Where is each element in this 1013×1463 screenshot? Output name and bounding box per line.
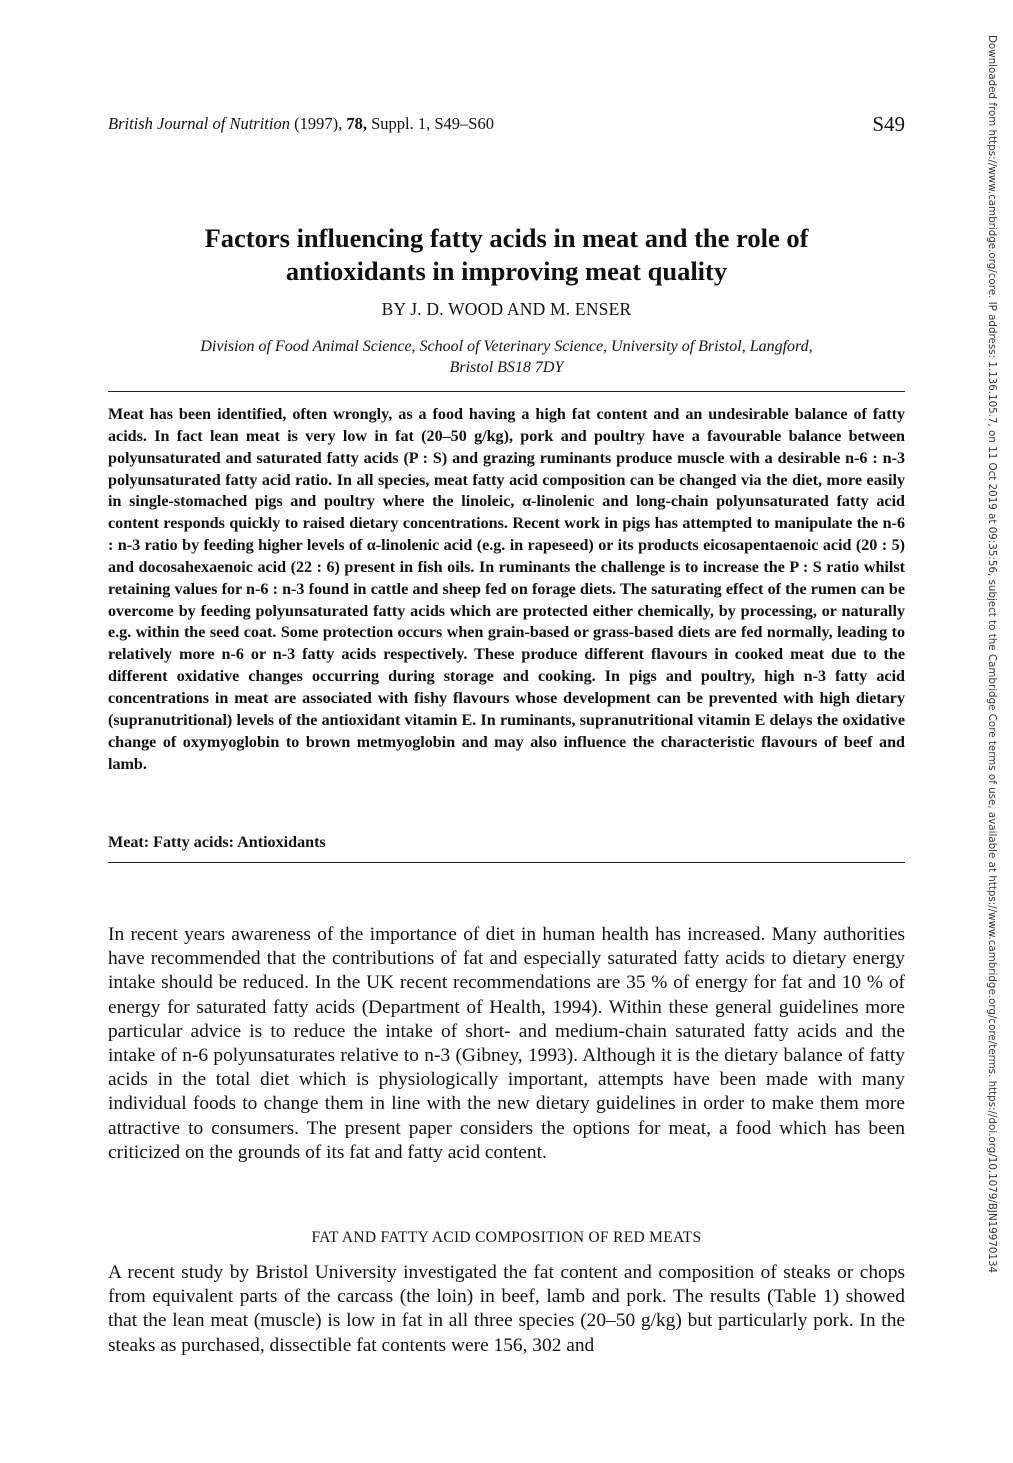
download-notice-text: Downloaded from https://www.cambridge.org/core. IP address: 1.136.105.7, on 11 Oct 2019 at 09:35:56, subject to the Cambridge Core terms of use, available at https://www.cambridge.org/core/terms. https://doi.org/10.1079/BJN19970134	[986, 35, 998, 1274]
article-authors: BY J. D. WOOD AND M. ENSER	[381, 299, 632, 319]
abstract-text: Meat has been identified, often wrongly, as a food having a high fat content and an undesirable balance of fatty acids. In fact lean meat is very low in fat (20–50 g/kg), pork and poultry have a favourable balance between polyunsaturated and saturated fatty acids (P : S) and grazing ruminants produce muscle with a desirable n-6 : n-3 polyunsaturated fatty acid ratio. In all species, meat fatty acid composition can be changed via the diet, more easily in single-stomached pigs and poultry where the linoleic, α-linolenic and long-chain polyunsaturated fatty acid content responds quickly to raised dietary concentrations. Recent work in pigs has attempted to manipulate the n-6 : n-3 ratio by feeding higher levels of α-linolenic acid (e.g. in rapeseed) or its products eicosapentaenoic acid (20 : 5) and docosahexaenoic acid (22 : 6) present in fish oils. In ruminants the challenge is to increase the P : S ratio whilst retaining values for n-6 : n-3 found in cattle and sheep fed on forage diets. The saturating effect of the rumen can be overcome by feeding polyunsaturated fatty acids which are protected either chemically, by processing, or naturally e.g. within the seed coat. Some protection occurs when grain-based or grass-based diets are fed normally, leading to relatively more n-6 or n-3 fatty acids respectively. These produce different flavours in cooked meat due to the different oxidative changes occurring during storage and cooking. In pigs and poultry, high n-3 fatty acid concentrations in meat are associated with fishy flavours whose development can be prevented with high dietary (supranutritional) levels of the antioxidant vitamin E. In ruminants, supranutritional vitamin E delays the oxidative change of oxymyoglobin to brown metmyoglobin and may also influence the characteristic flavours of beef and lamb.	[108, 406, 905, 773]
affiliation-line-1: Division of Food Animal Science, School of Veterinary Science, University of Bristol, Langford,	[200, 338, 813, 355]
journal-year: (1997),	[294, 114, 343, 133]
page-number: S49	[872, 112, 905, 136]
running-header	[108, 113, 905, 135]
abstract-bottom-rule	[108, 862, 905, 863]
section-heading: FAT AND FATTY ACID COMPOSITION OF RED MEATS	[311, 1229, 702, 1246]
journal-volume: 78,	[346, 114, 367, 133]
author-affiliation	[120, 336, 893, 378]
affiliation-line-2: Bristol BS18 7DY	[449, 359, 564, 376]
section-paragraph: A recent study by Bristol University investigated the fat content and composition of steaks or chops from equivalent parts of the carcass (the loin) in beef, lamb and pork. The results (Table 1) showed that the lean meat (muscle) is low in fat in all three species (20–50 g/kg) but particularly pork. In the steaks as purchased, dissectible fat contents were 156, 302 and	[108, 1262, 905, 1356]
download-notice	[983, 35, 1001, 1435]
journal-name: British Journal of Nutrition	[108, 114, 290, 133]
title-line-1: Factors influencing fatty acids in meat and the role of	[204, 223, 809, 253]
journal-supplement: Suppl. 1, S49–S60	[371, 114, 494, 133]
intro-paragraph: In recent years awareness of the importance of diet in human health has increased. Many authorities have recommended that the contributions of fat and especially saturated fatty acids to dietary energy intake should be reduced. In the UK recent recommendations are 35 % of energy for fat and 10 % of energy for saturated fatty acids (Department of Health, 1994). Within these general guidelines more particular advice is to reduce the intake of short- and medium-chain saturated fatty acids and the intake of n-6 polyunsaturates relative to n-3 (Gibney, 1993). Although it is the dietary balance of fatty acids in the total diet which is physiologically important, attempts have been made with many individual foods to change them in line with the new dietary guidelines in order to make them more attractive to consumers. The present paper considers the options for meat, a food which has been criticized on the grounds of its fat and fatty acid content.	[108, 924, 905, 1163]
keywords: Meat: Fatty acids: Antioxidants	[108, 834, 326, 851]
title-line-2: antioxidants in improving meat quality	[285, 256, 728, 286]
article-title	[108, 222, 905, 288]
abstract-top-rule	[108, 391, 905, 392]
